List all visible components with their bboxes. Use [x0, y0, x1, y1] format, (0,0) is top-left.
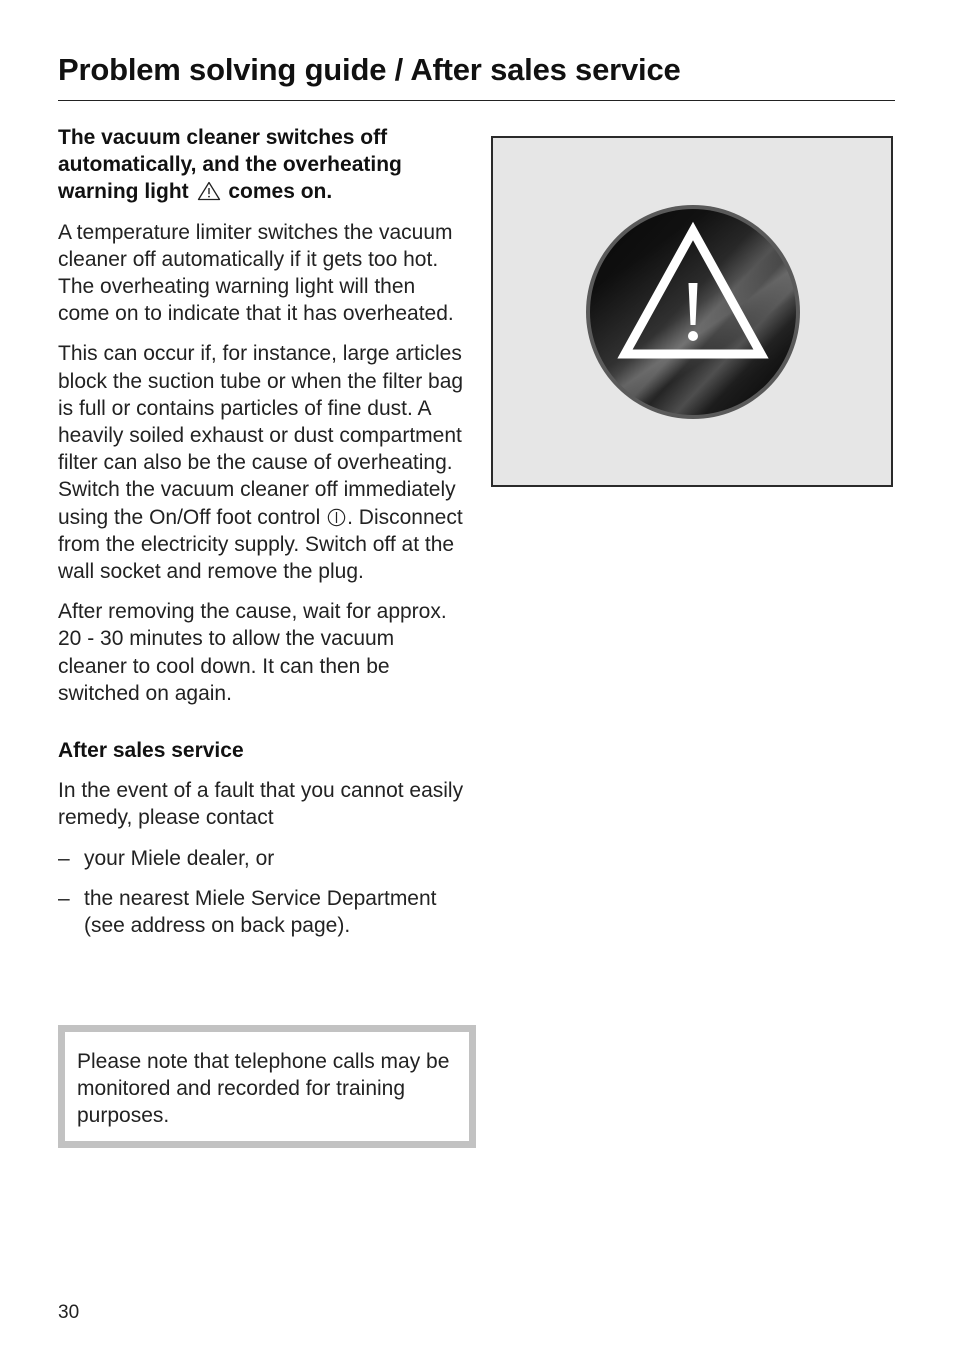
warning-triangle-icon	[197, 181, 221, 201]
overheating-paragraph-2-text: This can occur if, for instance, large articles block the suction tube or when the filter bag is full or contains particles of fine dust. A heavily soiled exhaust or dust compartment filter can also be the cause of overheating. Switch the vacuum cleaner off immediately using the On/Off foot control	[58, 342, 464, 529]
overheating-heading	[58, 124, 468, 206]
title-divider	[58, 100, 895, 101]
note-box	[58, 1025, 476, 1148]
list-item-text: your Miele dealer, or	[84, 846, 275, 870]
overheating-paragraph-2	[58, 340, 468, 585]
after-sales-heading: After sales service	[58, 739, 244, 763]
overheating-paragraph-1: A temperature limiter switches the vacuum cleaner off automatically if it gets too hot. The overheating warning light will then come on to indicate that it has overheated.	[58, 220, 454, 326]
contact-list	[58, 845, 468, 940]
list-dash: –	[58, 846, 70, 870]
overheating-paragraph-2-suffix: . Disconnect from the electricity supply. Switch off at the wall socket and remove the plug.	[58, 505, 463, 584]
overheating-paragraph-3: After removing the cause, wait for approx. 20 - 30 minutes to allow the vacuum cleaner to cool down. It can then be switched on again.	[58, 600, 447, 705]
list-item-text: the nearest Miele Service Department (see address on back page).	[84, 886, 437, 938]
page-title: Problem solving guide / After sales service	[58, 52, 681, 87]
warning-light-figure	[491, 136, 893, 487]
page-number: 30	[58, 1302, 80, 1323]
overheating-warning-light-icon	[493, 138, 891, 485]
note-text: Please note that telephone calls may be monitored and recorded for training purposes.	[77, 1050, 450, 1128]
overheating-heading-text: The vacuum cleaner switches off automatically, and the overheating warning light	[58, 126, 402, 204]
list-item	[58, 845, 468, 872]
list-item	[58, 885, 468, 939]
main-column	[58, 124, 468, 939]
overheating-heading-suffix: comes on.	[228, 180, 333, 204]
list-dash: –	[58, 886, 70, 910]
after-sales-intro: In the event of a fault that you cannot easily remedy, please contact	[58, 779, 464, 830]
power-switch-icon	[327, 508, 346, 527]
